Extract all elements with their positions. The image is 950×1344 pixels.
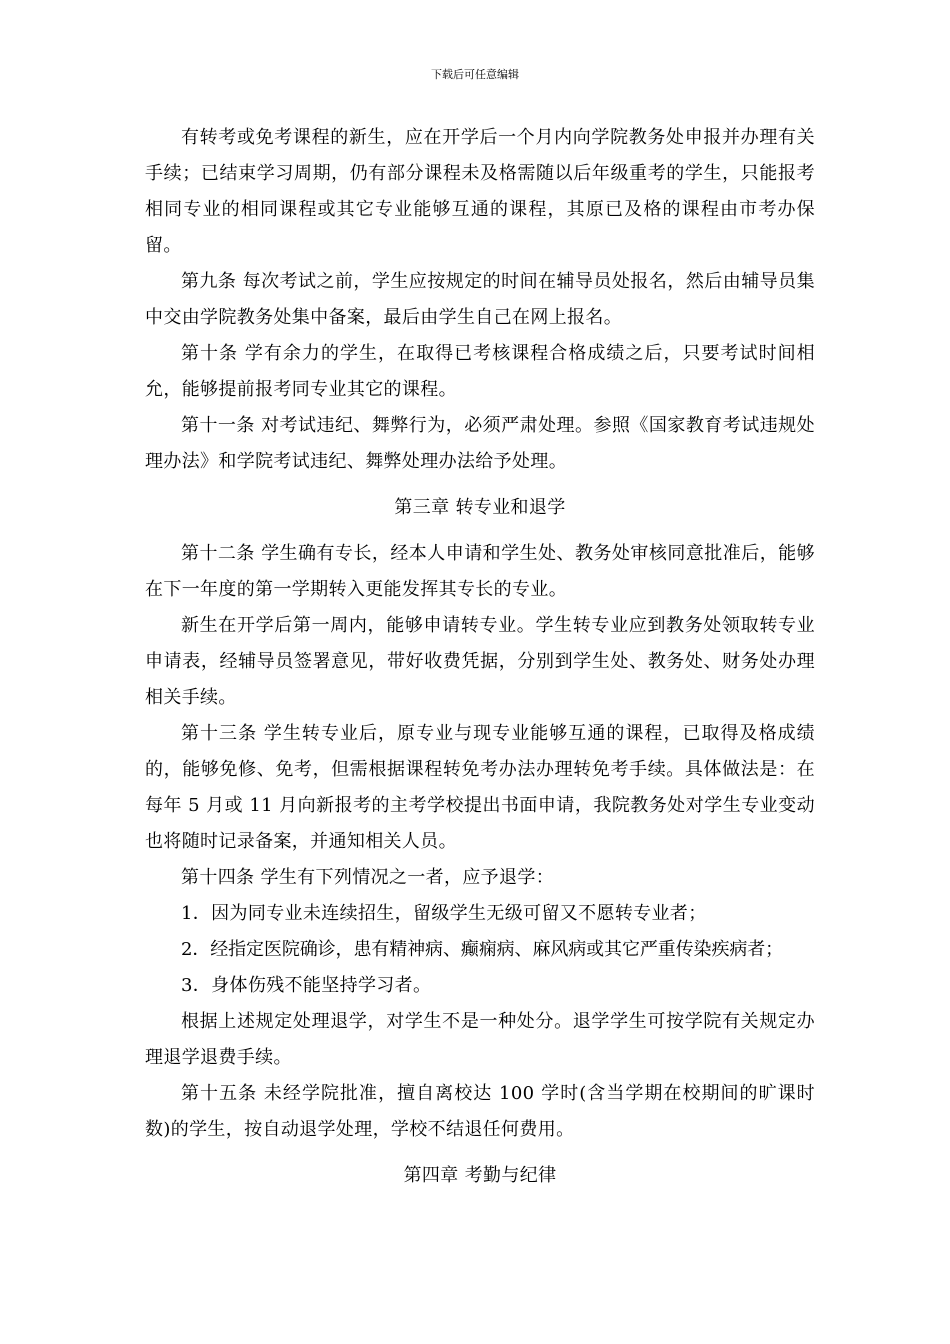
list-item: 3．身体伤残不能坚持学习者。 [181,975,432,996]
chapter-heading: 第三章 转专业和退学 [394,497,566,518]
list-item: 1．因为同专业未连续招生，留级学生无级可留又不愿转专业者； [181,903,707,924]
paragraph: 第十二条 学生确有专长，经本人申请和学生处、教务处审核同意批准后，能够在下一年度的第一学期转入更能发挥其专长的专业。 [145,543,815,600]
paragraph: 根据上述规定处理退学，对学生不是一种处分。退学学生可按学院有关规定办理退学退费手续。 [145,1011,815,1068]
paragraph: 新生在开学后第一周内，能够申请转专业。学生转专业应到教务处领取转专业申请表，经辅导员签署意见，带好收费凭据，分别到学生处、教务处、财务处办理相关手续。 [145,615,815,708]
paragraph: 第十一条 对考试违纪、舞弊行为，必须严肃处理。参照《国家教育考试违规处理办法》和学院考试违纪、舞弊处理办法给予处理。 [145,415,815,472]
paragraph: 第十三条 学生转专业后，原专业与现专业能够互通的课程，已取得及格成绩的，能够免修、免考，但需根据课程转免考办法办理转免考手续。具体做法是：在每年 5 月或 11 月向新报考的主考学校提出书面申请，我院教务处对学生专业变动也将随时记录备案，并通知相关人员。 [145,723,815,852]
document-body [145,120,815,1204]
paragraph: 第十四条 学生有下列情况之一者，应予退学： [181,867,555,888]
paragraph: 有转考或免考课程的新生，应在开学后一个月内向学院教务处申报并办理有关手续；已结束学习周期，仍有部分课程未及格需随以后年级重考的学生，只能报考相同专业的相同课程或其它专业能够互通的课程，其原已及格的课程由市考办保留。 [145,127,815,256]
paragraph: 第九条 每次考试之前，学生应按规定的时间在辅导员处报名，然后由辅导员集中交由学院教务处集中备案，最后由学生自己在网上报名。 [145,271,815,328]
paragraph: 第十五条 未经学院批准，擅自离校达 100 学时(含当学期在校期间的旷课时数)的学生，按自动退学处理，学校不结退任何费用。 [145,1083,815,1140]
page-header: 下载后可任意编辑 [431,68,519,81]
paragraph: 第十条 学有余力的学生，在取得已考核课程合格成绩之后，只要考试时间相允，能够提前报考同专业其它的课程。 [145,343,815,400]
list-item: 2．经指定医院确诊，患有精神病、癫痫病、麻风病或其它严重传染疾病者； [181,939,784,960]
chapter-heading: 第四章 考勤与纪律 [403,1165,557,1186]
